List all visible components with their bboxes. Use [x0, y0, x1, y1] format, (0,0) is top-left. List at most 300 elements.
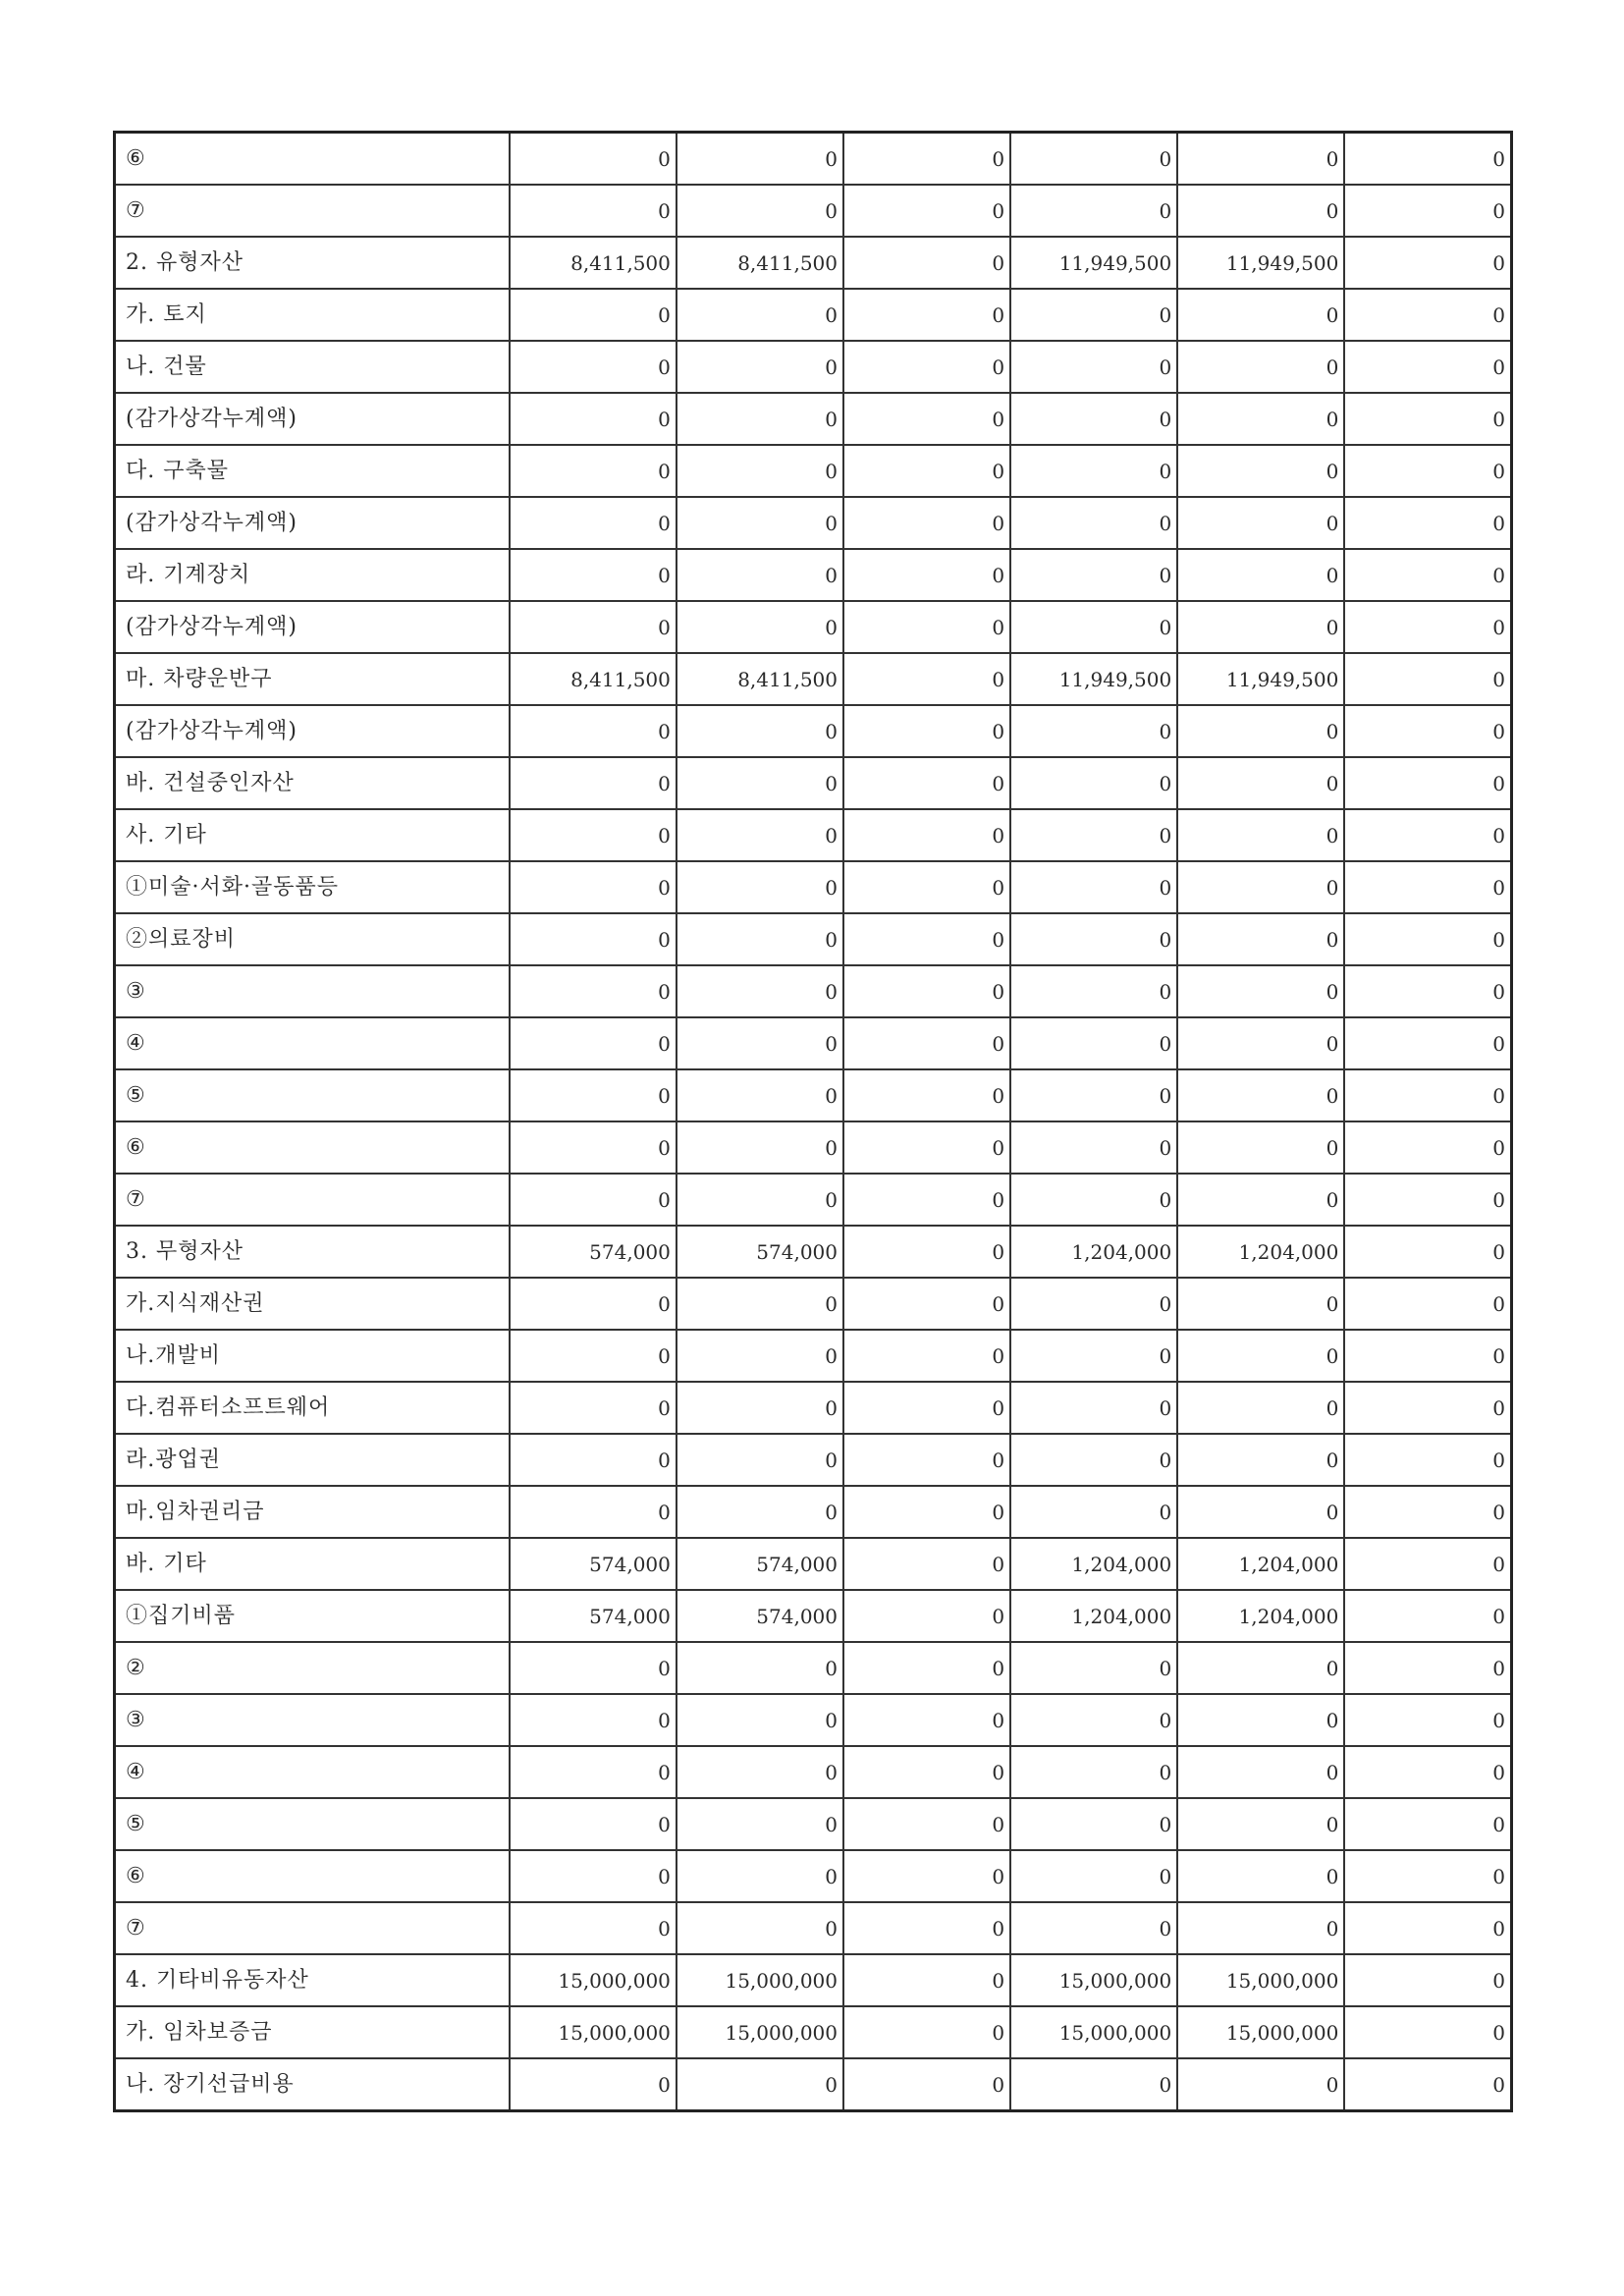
amount-cell: 0	[843, 1486, 1010, 1538]
table-row	[115, 1174, 1512, 1226]
amount-cell: 0	[1010, 1694, 1177, 1746]
amount-cell: 0	[843, 237, 1010, 289]
amount-cell: 0	[1177, 1798, 1344, 1850]
amount-cell: 0	[843, 653, 1010, 705]
amount-cell: 0	[1010, 861, 1177, 913]
amount-cell: 0	[677, 497, 843, 549]
amount-cell: 8,411,500	[677, 237, 843, 289]
table-row	[115, 1954, 1512, 2006]
amount-cell: 0	[1010, 549, 1177, 601]
table-row	[115, 1069, 1512, 1121]
account-label: 마. 차량운반구	[115, 653, 510, 705]
amount-cell: 0	[843, 1226, 1010, 1278]
table-row	[115, 1694, 1512, 1746]
account-label: ⑦	[115, 1174, 510, 1226]
amount-cell: 11,949,500	[1010, 653, 1177, 705]
amount-cell: 0	[1344, 497, 1511, 549]
amount-cell: 0	[677, 965, 843, 1017]
amount-cell: 0	[1177, 1382, 1344, 1434]
amount-cell: 1,204,000	[1177, 1226, 1344, 1278]
amount-cell: 0	[843, 549, 1010, 601]
amount-cell: 0	[1344, 1278, 1511, 1330]
amount-cell: 0	[1010, 601, 1177, 653]
amount-cell: 0	[1344, 1226, 1511, 1278]
amount-cell: 0	[1177, 289, 1344, 341]
table-row	[115, 1226, 1512, 1278]
amount-cell: 0	[510, 341, 677, 393]
amount-cell: 11,949,500	[1177, 653, 1344, 705]
table-body	[115, 133, 1512, 2111]
table-row	[115, 1642, 1512, 1694]
amount-cell: 0	[1344, 133, 1511, 186]
amount-cell: 0	[1177, 1278, 1344, 1330]
amount-cell: 0	[843, 913, 1010, 965]
amount-cell: 0	[510, 705, 677, 757]
amount-cell: 574,000	[510, 1590, 677, 1642]
amount-cell: 0	[1344, 757, 1511, 809]
account-label: ④	[115, 1746, 510, 1798]
amount-cell: 0	[510, 185, 677, 237]
table-row	[115, 1850, 1512, 1902]
amount-cell: 0	[1344, 1069, 1511, 1121]
table-row	[115, 1902, 1512, 1954]
amount-cell: 0	[843, 445, 1010, 497]
amount-cell: 0	[1344, 1694, 1511, 1746]
amount-cell: 0	[1010, 757, 1177, 809]
table-row	[115, 549, 1512, 601]
account-label: ⑥	[115, 1850, 510, 1902]
amount-cell: 0	[677, 809, 843, 861]
table-row	[115, 1538, 1512, 1590]
amount-cell: 0	[1177, 809, 1344, 861]
amount-cell: 0	[677, 1642, 843, 1694]
amount-cell: 0	[843, 1590, 1010, 1642]
amount-cell: 0	[510, 1330, 677, 1382]
amount-cell: 0	[843, 133, 1010, 186]
amount-cell: 0	[1010, 705, 1177, 757]
account-label: ①미술·서화·골동품등	[115, 861, 510, 913]
account-label: 나. 건물	[115, 341, 510, 393]
amount-cell: 0	[1177, 133, 1344, 186]
account-label: 나. 장기선급비용	[115, 2058, 510, 2111]
table-row	[115, 1382, 1512, 1434]
amount-cell: 0	[1344, 2058, 1511, 2111]
amount-cell: 0	[1177, 1174, 1344, 1226]
amount-cell: 0	[1010, 965, 1177, 1017]
amount-cell: 8,411,500	[677, 653, 843, 705]
amount-cell: 0	[843, 2006, 1010, 2058]
amount-cell: 0	[510, 2058, 677, 2111]
amount-cell: 0	[510, 601, 677, 653]
amount-cell: 0	[677, 1330, 843, 1382]
account-label: (감가상각누계액)	[115, 705, 510, 757]
amount-cell: 0	[510, 393, 677, 445]
amount-cell: 0	[1344, 1902, 1511, 1954]
amount-cell: 0	[677, 1486, 843, 1538]
table-row	[115, 1434, 1512, 1486]
account-label: 가. 임차보증금	[115, 2006, 510, 2058]
amount-cell: 0	[510, 757, 677, 809]
table-row	[115, 809, 1512, 861]
amount-cell: 0	[510, 1121, 677, 1174]
amount-cell: 1,204,000	[1010, 1226, 1177, 1278]
amount-cell: 0	[1010, 1434, 1177, 1486]
amount-cell: 0	[1344, 393, 1511, 445]
amount-cell: 0	[677, 1069, 843, 1121]
account-label: ⑦	[115, 1902, 510, 1954]
amount-cell: 0	[677, 1694, 843, 1746]
table-row	[115, 1746, 1512, 1798]
amount-cell: 0	[843, 1954, 1010, 2006]
table-row	[115, 133, 1512, 186]
table-row	[115, 861, 1512, 913]
amount-cell: 0	[1177, 1486, 1344, 1538]
amount-cell: 1,204,000	[1177, 1538, 1344, 1590]
amount-cell: 0	[1344, 861, 1511, 913]
amount-cell: 0	[843, 1017, 1010, 1069]
amount-cell: 0	[1344, 549, 1511, 601]
amount-cell: 0	[843, 1382, 1010, 1434]
amount-cell: 0	[1344, 601, 1511, 653]
amount-cell: 0	[510, 549, 677, 601]
account-label: (감가상각누계액)	[115, 497, 510, 549]
amount-cell: 0	[677, 1798, 843, 1850]
account-label: (감가상각누계액)	[115, 393, 510, 445]
amount-cell: 0	[510, 809, 677, 861]
account-label: 다.컴퓨터소프트웨어	[115, 1382, 510, 1434]
account-label: 라.광업권	[115, 1434, 510, 1486]
amount-cell: 0	[1344, 1798, 1511, 1850]
amount-cell: 574,000	[510, 1226, 677, 1278]
account-label: ②	[115, 1642, 510, 1694]
amount-cell: 0	[843, 1330, 1010, 1382]
table-row	[115, 289, 1512, 341]
amount-cell: 0	[843, 497, 1010, 549]
account-label: ⑥	[115, 1121, 510, 1174]
amount-cell: 0	[1010, 341, 1177, 393]
amount-cell: 0	[843, 965, 1010, 1017]
amount-cell: 0	[1344, 1538, 1511, 1590]
amount-cell: 0	[510, 1902, 677, 1954]
table-row	[115, 1121, 1512, 1174]
amount-cell: 0	[677, 1382, 843, 1434]
amount-cell: 0	[1344, 1954, 1511, 2006]
amount-cell: 0	[1344, 1174, 1511, 1226]
amount-cell: 0	[1010, 1642, 1177, 1694]
amount-cell: 0	[1344, 237, 1511, 289]
amount-cell: 15,000,000	[677, 1954, 843, 2006]
amount-cell: 0	[1344, 445, 1511, 497]
amount-cell: 0	[1344, 185, 1511, 237]
table-row	[115, 2058, 1512, 2111]
amount-cell: 0	[843, 1121, 1010, 1174]
amount-cell: 0	[677, 601, 843, 653]
amount-cell: 0	[1010, 913, 1177, 965]
amount-cell: 0	[1177, 549, 1344, 601]
amount-cell: 0	[1344, 1642, 1511, 1694]
amount-cell: 0	[677, 1017, 843, 1069]
account-label: 라. 기계장치	[115, 549, 510, 601]
amount-cell: 0	[1344, 965, 1511, 1017]
account-label: ⑥	[115, 133, 510, 186]
amount-cell: 0	[1344, 1590, 1511, 1642]
table-row	[115, 1017, 1512, 1069]
amount-cell: 0	[1177, 1121, 1344, 1174]
amount-cell: 15,000,000	[1177, 1954, 1344, 2006]
amount-cell: 574,000	[510, 1538, 677, 1590]
amount-cell: 0	[510, 965, 677, 1017]
amount-cell: 0	[1344, 705, 1511, 757]
amount-cell: 0	[1177, 1017, 1344, 1069]
amount-cell: 0	[510, 1694, 677, 1746]
amount-cell: 0	[1177, 913, 1344, 965]
amount-cell: 574,000	[677, 1590, 843, 1642]
amount-cell: 0	[1177, 705, 1344, 757]
amount-cell: 0	[843, 185, 1010, 237]
account-label: ③	[115, 1694, 510, 1746]
amount-cell: 0	[1010, 1798, 1177, 1850]
account-label: 가. 토지	[115, 289, 510, 341]
amount-cell: 0	[677, 549, 843, 601]
amount-cell: 15,000,000	[1177, 2006, 1344, 2058]
amount-cell: 0	[1177, 1694, 1344, 1746]
amount-cell: 0	[677, 1746, 843, 1798]
amount-cell: 0	[1344, 809, 1511, 861]
table-row	[115, 341, 1512, 393]
account-label: 2. 유형자산	[115, 237, 510, 289]
amount-cell: 0	[1010, 2058, 1177, 2111]
account-label: 나.개발비	[115, 1330, 510, 1382]
amount-cell: 0	[677, 1434, 843, 1486]
amount-cell: 0	[843, 1174, 1010, 1226]
amount-cell: 0	[1010, 1017, 1177, 1069]
table-row	[115, 965, 1512, 1017]
amount-cell: 0	[677, 861, 843, 913]
amount-cell: 15,000,000	[1010, 1954, 1177, 2006]
amount-cell: 0	[1344, 2006, 1511, 2058]
amount-cell: 0	[1177, 1434, 1344, 1486]
amount-cell: 0	[1344, 1850, 1511, 1902]
amount-cell: 0	[843, 1798, 1010, 1850]
amount-cell: 0	[510, 1746, 677, 1798]
table-row	[115, 757, 1512, 809]
amount-cell: 0	[677, 341, 843, 393]
amount-cell: 0	[510, 133, 677, 186]
amount-cell: 0	[677, 705, 843, 757]
amount-cell: 0	[677, 1278, 843, 1330]
amount-cell: 0	[1344, 289, 1511, 341]
amount-cell: 0	[510, 1174, 677, 1226]
amount-cell: 8,411,500	[510, 653, 677, 705]
table-row	[115, 237, 1512, 289]
amount-cell: 0	[677, 757, 843, 809]
amount-cell: 0	[1177, 185, 1344, 237]
amount-cell: 0	[510, 1850, 677, 1902]
account-label: 사. 기타	[115, 809, 510, 861]
amount-cell: 0	[843, 1746, 1010, 1798]
amount-cell: 0	[1344, 1746, 1511, 1798]
amount-cell: 0	[677, 185, 843, 237]
amount-cell: 0	[677, 445, 843, 497]
account-label: 바. 기타	[115, 1538, 510, 1590]
amount-cell: 0	[510, 1278, 677, 1330]
account-label: ⑤	[115, 1798, 510, 1850]
amount-cell: 0	[510, 497, 677, 549]
account-label: 바. 건설중인자산	[115, 757, 510, 809]
amount-cell: 0	[1177, 1642, 1344, 1694]
table-row	[115, 1486, 1512, 1538]
financial-statement-table	[113, 131, 1513, 2112]
amount-cell: 0	[1177, 1069, 1344, 1121]
amount-cell: 0	[1010, 1746, 1177, 1798]
account-label: 가.지식재산권	[115, 1278, 510, 1330]
amount-cell: 0	[843, 1694, 1010, 1746]
amount-cell: 0	[1010, 133, 1177, 186]
amount-cell: 0	[1177, 861, 1344, 913]
amount-cell: 0	[1177, 1902, 1344, 1954]
table-row	[115, 913, 1512, 965]
amount-cell: 0	[1177, 445, 1344, 497]
amount-cell: 15,000,000	[510, 1954, 677, 2006]
table-row	[115, 497, 1512, 549]
amount-cell: 0	[843, 1642, 1010, 1694]
amount-cell: 0	[1010, 1382, 1177, 1434]
amount-cell: 0	[843, 393, 1010, 445]
amount-cell: 0	[1344, 1121, 1511, 1174]
amount-cell: 0	[843, 757, 1010, 809]
account-label: ③	[115, 965, 510, 1017]
table-row	[115, 705, 1512, 757]
amount-cell: 0	[1344, 1330, 1511, 1382]
amount-cell: 0	[1010, 1902, 1177, 1954]
amount-cell: 0	[1010, 1850, 1177, 1902]
amount-cell: 15,000,000	[677, 2006, 843, 2058]
table-row	[115, 185, 1512, 237]
amount-cell: 0	[843, 1278, 1010, 1330]
amount-cell: 0	[1177, 965, 1344, 1017]
amount-cell: 8,411,500	[510, 237, 677, 289]
amount-cell: 0	[1344, 1017, 1511, 1069]
amount-cell: 574,000	[677, 1226, 843, 1278]
amount-cell: 0	[510, 1017, 677, 1069]
amount-cell: 0	[1177, 341, 1344, 393]
amount-cell: 0	[1344, 1434, 1511, 1486]
account-label: ①집기비품	[115, 1590, 510, 1642]
account-label: (감가상각누계액)	[115, 601, 510, 653]
amount-cell: 0	[1177, 2058, 1344, 2111]
account-label: 3. 무형자산	[115, 1226, 510, 1278]
table-row	[115, 393, 1512, 445]
amount-cell: 0	[677, 2058, 843, 2111]
amount-cell: 0	[843, 601, 1010, 653]
amount-cell: 0	[843, 289, 1010, 341]
amount-cell: 0	[843, 1538, 1010, 1590]
amount-cell: 0	[1177, 1330, 1344, 1382]
amount-cell: 0	[510, 1434, 677, 1486]
table-row	[115, 1278, 1512, 1330]
account-label: 4. 기타비유동자산	[115, 1954, 510, 2006]
amount-cell: 0	[510, 1069, 677, 1121]
amount-cell: 15,000,000	[1010, 2006, 1177, 2058]
amount-cell: 0	[1010, 1174, 1177, 1226]
amount-cell: 0	[510, 289, 677, 341]
amount-cell: 0	[1010, 393, 1177, 445]
amount-cell: 0	[677, 133, 843, 186]
amount-cell: 0	[1344, 1486, 1511, 1538]
account-label: ④	[115, 1017, 510, 1069]
amount-cell: 0	[677, 1121, 843, 1174]
amount-cell: 0	[1010, 1121, 1177, 1174]
amount-cell: 0	[843, 861, 1010, 913]
amount-cell: 0	[510, 913, 677, 965]
amount-cell: 0	[843, 1902, 1010, 1954]
amount-cell: 11,949,500	[1177, 237, 1344, 289]
amount-cell: 11,949,500	[1010, 237, 1177, 289]
amount-cell: 0	[1177, 757, 1344, 809]
table-row	[115, 2006, 1512, 2058]
amount-cell: 0	[1177, 1850, 1344, 1902]
amount-cell: 0	[1010, 289, 1177, 341]
amount-cell: 0	[1010, 1486, 1177, 1538]
amount-cell: 574,000	[677, 1538, 843, 1590]
amount-cell: 0	[510, 445, 677, 497]
amount-cell: 0	[677, 289, 843, 341]
amount-cell: 0	[677, 1902, 843, 1954]
amount-cell: 0	[843, 341, 1010, 393]
amount-cell: 0	[1010, 185, 1177, 237]
amount-cell: 0	[1177, 497, 1344, 549]
table-row	[115, 653, 1512, 705]
amount-cell: 0	[1010, 809, 1177, 861]
amount-cell: 0	[1010, 1278, 1177, 1330]
amount-cell: 0	[843, 809, 1010, 861]
account-label: ⑤	[115, 1069, 510, 1121]
amount-cell: 0	[677, 1850, 843, 1902]
account-label: 다. 구축물	[115, 445, 510, 497]
amount-cell: 0	[1344, 1382, 1511, 1434]
amount-cell: 0	[510, 1382, 677, 1434]
amount-cell: 0	[843, 1850, 1010, 1902]
amount-cell: 0	[1344, 341, 1511, 393]
amount-cell: 1,204,000	[1010, 1590, 1177, 1642]
table-row	[115, 445, 1512, 497]
amount-cell: 0	[677, 913, 843, 965]
table-row	[115, 1798, 1512, 1850]
amount-cell: 0	[1010, 1330, 1177, 1382]
amount-cell: 0	[510, 861, 677, 913]
amount-cell: 0	[510, 1798, 677, 1850]
amount-cell: 0	[1010, 445, 1177, 497]
amount-cell: 0	[1344, 653, 1511, 705]
amount-cell: 0	[1010, 1069, 1177, 1121]
amount-cell: 0	[843, 705, 1010, 757]
account-label: ⑦	[115, 185, 510, 237]
amount-cell: 0	[1177, 393, 1344, 445]
amount-cell: 0	[1010, 497, 1177, 549]
amount-cell: 0	[843, 1434, 1010, 1486]
account-label: 마.임차권리금	[115, 1486, 510, 1538]
table-row	[115, 1590, 1512, 1642]
amount-cell: 0	[843, 1069, 1010, 1121]
table-row	[115, 601, 1512, 653]
amount-cell: 1,204,000	[1177, 1590, 1344, 1642]
account-label: ②의료장비	[115, 913, 510, 965]
amount-cell: 0	[677, 1174, 843, 1226]
amount-cell: 0	[1177, 1746, 1344, 1798]
amount-cell: 0	[510, 1486, 677, 1538]
amount-cell: 1,204,000	[1010, 1538, 1177, 1590]
amount-cell: 0	[510, 1642, 677, 1694]
